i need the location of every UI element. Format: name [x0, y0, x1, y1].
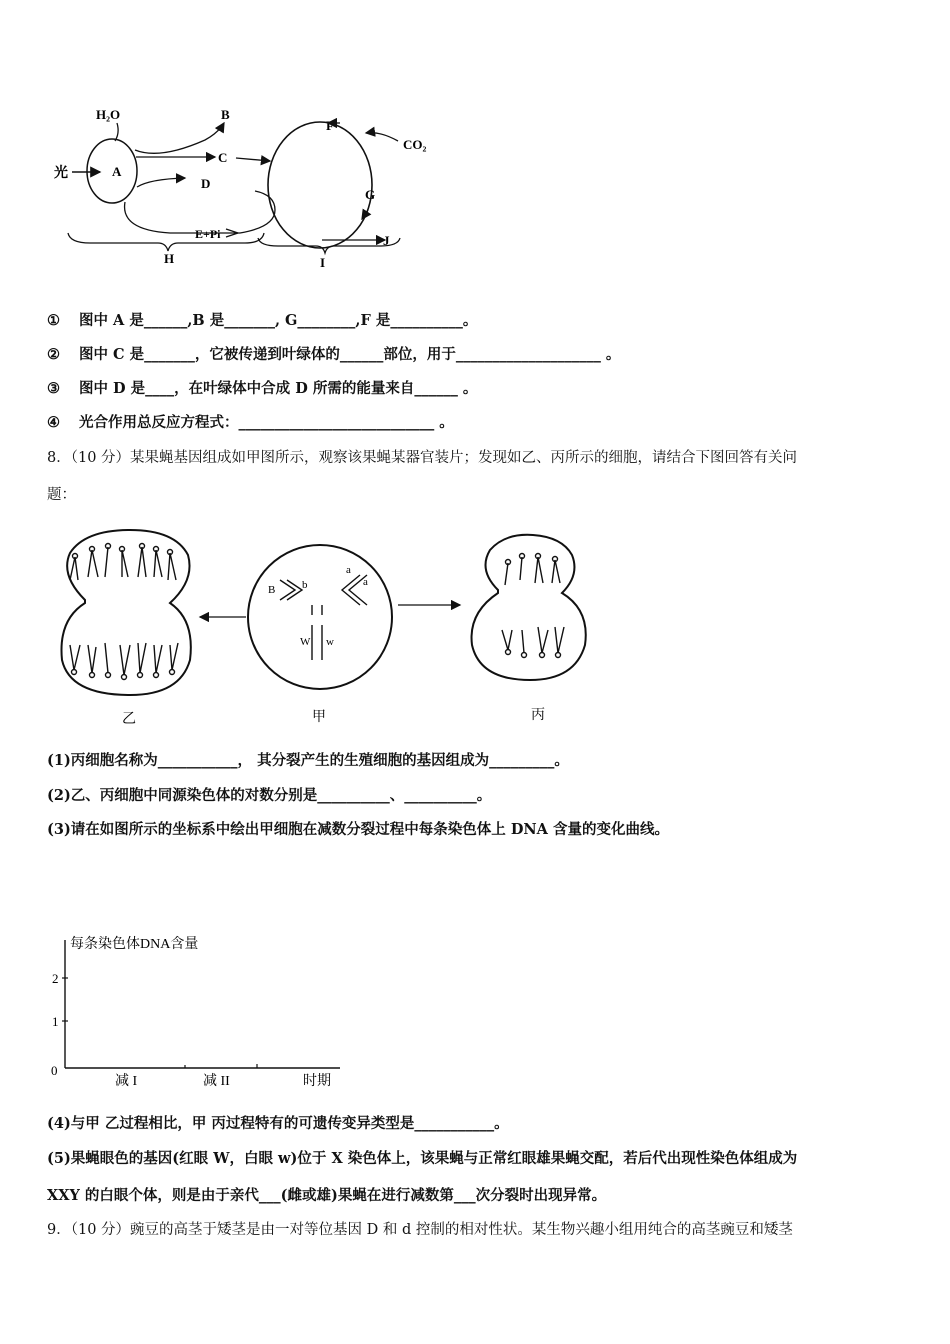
graph-y2: 2	[52, 971, 59, 986]
label-h: H	[164, 251, 175, 266]
gene-w: w	[326, 636, 334, 648]
label-f: F	[326, 118, 334, 133]
q8-stem-line1: 8．（10 分）某果蝇基因组成如甲图所示，观察该果蝇某器官装片；发现如乙、丙所示的细胞，请结合下图回答有关问	[47, 450, 798, 466]
gene-b: b	[302, 579, 308, 591]
q7-item-4	[47, 413, 454, 433]
label-c: C	[218, 150, 228, 165]
q8-sub2: (2)乙、丙细胞中同源染色体的对数分别是__________、__________。	[47, 787, 492, 804]
q7-item-2-num: ②	[47, 346, 60, 363]
caption-bing: 丙	[531, 708, 545, 723]
q8-sub5-line1: (5)果蝇眼色的基因(红眼 W，白眼 w)位于 X 染色体上，该果蝇与正常红眼雄果蝇交配，若后代出现性染色体组成为	[47, 1150, 798, 1167]
label-a: A	[112, 164, 122, 179]
q8-stem-line2: 题：	[47, 487, 76, 503]
q8-sub5-line2: XXY 的白眼个体，则是由于亲代___(雌或雄)果蝇在进行减数第___次分裂时出现异常。	[47, 1187, 607, 1204]
graph-x2: 减 II	[203, 1074, 230, 1089]
label-epi: E+Pi	[195, 227, 221, 241]
q8-sub3: (3)请在如图所示的坐标系中绘出甲细胞在减数分裂过程中每条染色体上 DNA 含量的变化曲线。	[47, 821, 669, 838]
label-i: I	[320, 255, 326, 270]
label-b: B	[221, 107, 230, 122]
q7-item-1	[47, 311, 477, 331]
graph-x1: 减 I	[115, 1074, 138, 1089]
q7-item-3-text: 图中 D 是____，在叶绿体中合成 D 所需的能量来自______ 。	[79, 380, 478, 397]
q7-item-1-text: 图中 A 是______,B 是_______, G________,F 是__________。	[79, 312, 478, 329]
q7-item-1-num: ①	[47, 312, 60, 329]
q7-item-4-num: ④	[47, 414, 60, 431]
q7-item-2	[47, 345, 620, 365]
gene-a-2: a	[363, 576, 368, 588]
caption-yi: 乙	[122, 712, 136, 727]
q7-item-3-num: ③	[47, 380, 60, 397]
gene-W: W	[300, 636, 311, 648]
graph-y1: 1	[52, 1014, 59, 1029]
label-h2o: H₂O	[96, 107, 121, 122]
gene-B: B	[268, 584, 276, 596]
cell-jia	[248, 545, 392, 689]
cell-division-figure	[50, 525, 610, 730]
q8-sub4: (4)与甲 乙过程相比，甲 丙过程特有的可遗传变异类型是___________。	[47, 1115, 509, 1132]
photosynthesis-diagram	[40, 95, 460, 275]
label-j: J	[383, 233, 390, 248]
gene-a-1: a	[346, 564, 351, 576]
graph-x3: 时期	[303, 1074, 331, 1089]
cell-bing	[472, 535, 586, 680]
label-g: G	[365, 187, 376, 202]
dna-content-graph	[40, 928, 360, 1093]
label-d: D	[201, 176, 211, 191]
q7-item-4-text: 光合作用总反应方程式：___________________________ 。	[79, 414, 454, 431]
q7-item-2-text: 图中 C 是_______，它被传递到叶绿体的______部位，用于____________________ 。	[79, 346, 621, 363]
graph-y0: 0	[51, 1063, 58, 1078]
q9-stem	[47, 1220, 793, 1240]
label-co2: CO₂	[403, 137, 427, 152]
caption-jia: 甲	[312, 710, 326, 725]
q9-stem-text: 9．（10 分）豌豆的高茎于矮茎是由一对等位基因 D 和 d 控制的相对性状。某生物兴趣小组用纯合的高茎豌豆和矮茎	[47, 1222, 793, 1238]
label-light: 光	[54, 166, 68, 181]
graph-ylabel: 每条染色体DNA含量	[70, 937, 199, 952]
q8-sub1: (1)丙细胞名称为___________， 其分裂产生的生殖细胞的基因组成为_________。	[47, 752, 569, 769]
q7-item-3	[47, 379, 477, 399]
